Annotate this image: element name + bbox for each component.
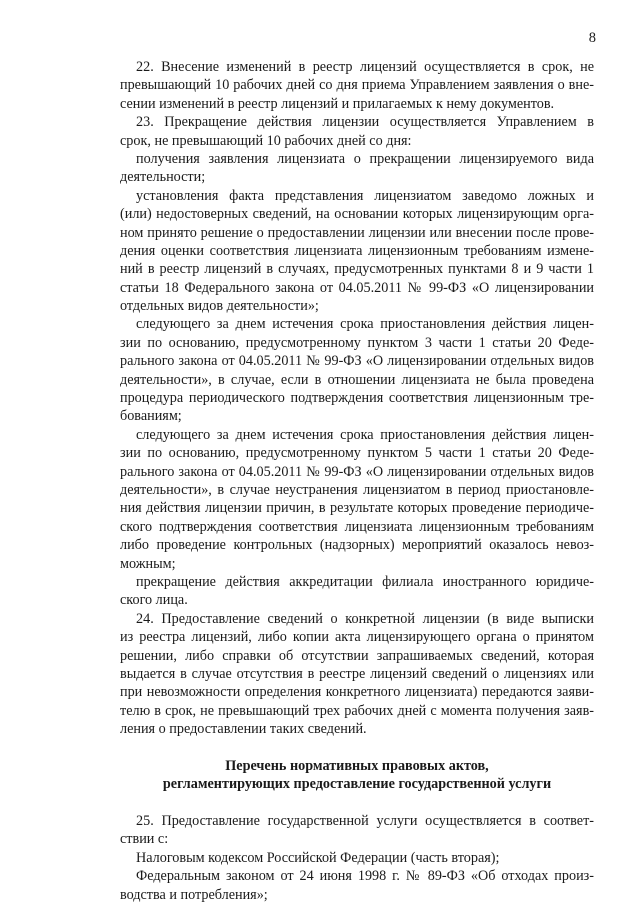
- text-line: 23. Прекращение действия лицензии осуществляется Управлением в: [136, 114, 594, 131]
- paragraph: [120, 867, 594, 904]
- text-line: бованиям;: [120, 408, 182, 425]
- text-line: решении, либо справки об отсутствии запрашиваемых сведений, которая: [120, 647, 594, 664]
- paragraph: [120, 187, 594, 316]
- text-line: Федеральным законом от 24 июня 1998 г. № 89-ФЗ «Об отходах произ-: [136, 868, 594, 885]
- paragraph: [120, 113, 594, 150]
- text-line: срок, не превышающий 10 рабочих дней со дня:: [120, 132, 412, 149]
- text-line: рального закона от 04.05.2011 № 99-ФЗ «О лицензировании отдельных видов: [120, 463, 594, 480]
- text-line: ния действия лицензии причин, в результате которых проведение периодиче-: [120, 500, 594, 517]
- text-line: ского лица.: [120, 592, 188, 609]
- text-line: зии по основанию, предусмотренному пунктом 3 части 1 статьи 20 Феде-: [120, 334, 594, 351]
- text-line: (или) недостоверных сведений, на основании которых лицензирующим орга-: [120, 206, 594, 223]
- paragraph: [120, 150, 594, 187]
- text-line: ления о предоставлении таких сведений.: [120, 721, 367, 738]
- text-line: 24. Предоставление сведений о конкретной лицензии (в виде выписки: [136, 610, 594, 627]
- text-line: прекращение действия аккредитации филиала иностранного юридиче-: [136, 573, 594, 590]
- text-line: 22. Внесение изменений в реестр лицензий осуществляется в срок, не: [136, 59, 594, 75]
- text-line: рального закона от 04.05.2011 № 99-ФЗ «О лицензировании отдельных видов: [120, 353, 594, 370]
- page-number: 8: [588, 30, 596, 46]
- section-heading: [120, 757, 594, 794]
- text-line: процедура периодического подтверждения соответствия лицензионным тре-: [120, 390, 594, 407]
- text-line: следующего за днем истечения срока приостановления действия лицен-: [136, 316, 594, 333]
- text-line: выдается в случае отсутствия в реестре лицензий сведений о лицензиях или: [120, 665, 594, 682]
- text-line: сении изменений в реестр лицензий и прилагаемых к нему документов.: [120, 95, 555, 112]
- paragraph: [120, 58, 594, 113]
- text-line: деятельности;: [120, 169, 206, 186]
- text-line: ствии с:: [120, 831, 169, 848]
- text-line: зии по основанию, предусмотренному пунктом 5 части 1 статьи 20 Феде-: [120, 445, 594, 462]
- text-line: отдельных видов деятельности»;: [120, 298, 319, 315]
- text-line: ном принято решение о предоставлении лицензии или внесении после прове-: [120, 224, 594, 241]
- text-line: водства и потребления»;: [120, 886, 268, 903]
- text-line: при невозможности определения конкретного лицензиата) передаются заяви-: [120, 684, 594, 701]
- paragraph: [120, 315, 594, 425]
- text-line: получения заявления лицензиата о прекращении лицензируемого вида: [136, 150, 594, 167]
- text-line: деятельности», в случае неустранения лицензиатом в период приостановле-: [120, 481, 594, 498]
- heading-line: Перечень нормативных правовых актов,: [225, 757, 489, 774]
- document-body: [120, 58, 594, 904]
- text-line: 25. Предоставление государственной услуги осуществляется в соответ-: [136, 813, 594, 830]
- paragraph: [120, 812, 594, 849]
- paragraph: [120, 573, 594, 610]
- text-line: ского подтверждения соответствия лицензиата лицензионным требованиям: [120, 518, 594, 535]
- text-line: либо проведение контрольных (надзорных) мероприятий оказалось невоз-: [120, 537, 594, 554]
- text-line: статьи 18 Федерального закона от 04.05.2011 № 99-ФЗ «О лицензировании: [120, 279, 594, 296]
- text-line: превышающий 10 рабочих дней со дня приема Управлением заявления о вне-: [120, 77, 594, 94]
- text-line: из реестра лицензий, либо копии акта лицензирующего органа о принятом: [120, 629, 594, 646]
- text-line: деятельности», в случае, если в отношении лицензиата не была проведена: [120, 371, 594, 388]
- text-line: следующего за днем истечения срока приостановления действия лицен-: [136, 426, 594, 443]
- spacer: [120, 794, 594, 812]
- text-line: телю в срок, не превышающий трех рабочих дней с момента получения заяв-: [120, 702, 594, 719]
- heading-line: регламентирующих предоставление государственной услуги: [162, 776, 552, 793]
- text-line: можным;: [120, 555, 176, 572]
- text-line: ний в реестр лицензий в случаях, предусмотренных пунктами 8 и 9 части 1: [120, 261, 594, 278]
- paragraph: [120, 426, 594, 573]
- text-line: установления факта представления лицензиатом заведомо ложных и: [136, 187, 594, 204]
- spacer: [120, 738, 594, 756]
- text-line: дения оценки соответствия лицензиата лицензионным требованиям измене-: [120, 242, 594, 259]
- paragraph: [120, 849, 594, 867]
- paragraph: [120, 610, 594, 739]
- text-line: Налоговым кодексом Российской Федерации (часть вторая);: [136, 849, 500, 866]
